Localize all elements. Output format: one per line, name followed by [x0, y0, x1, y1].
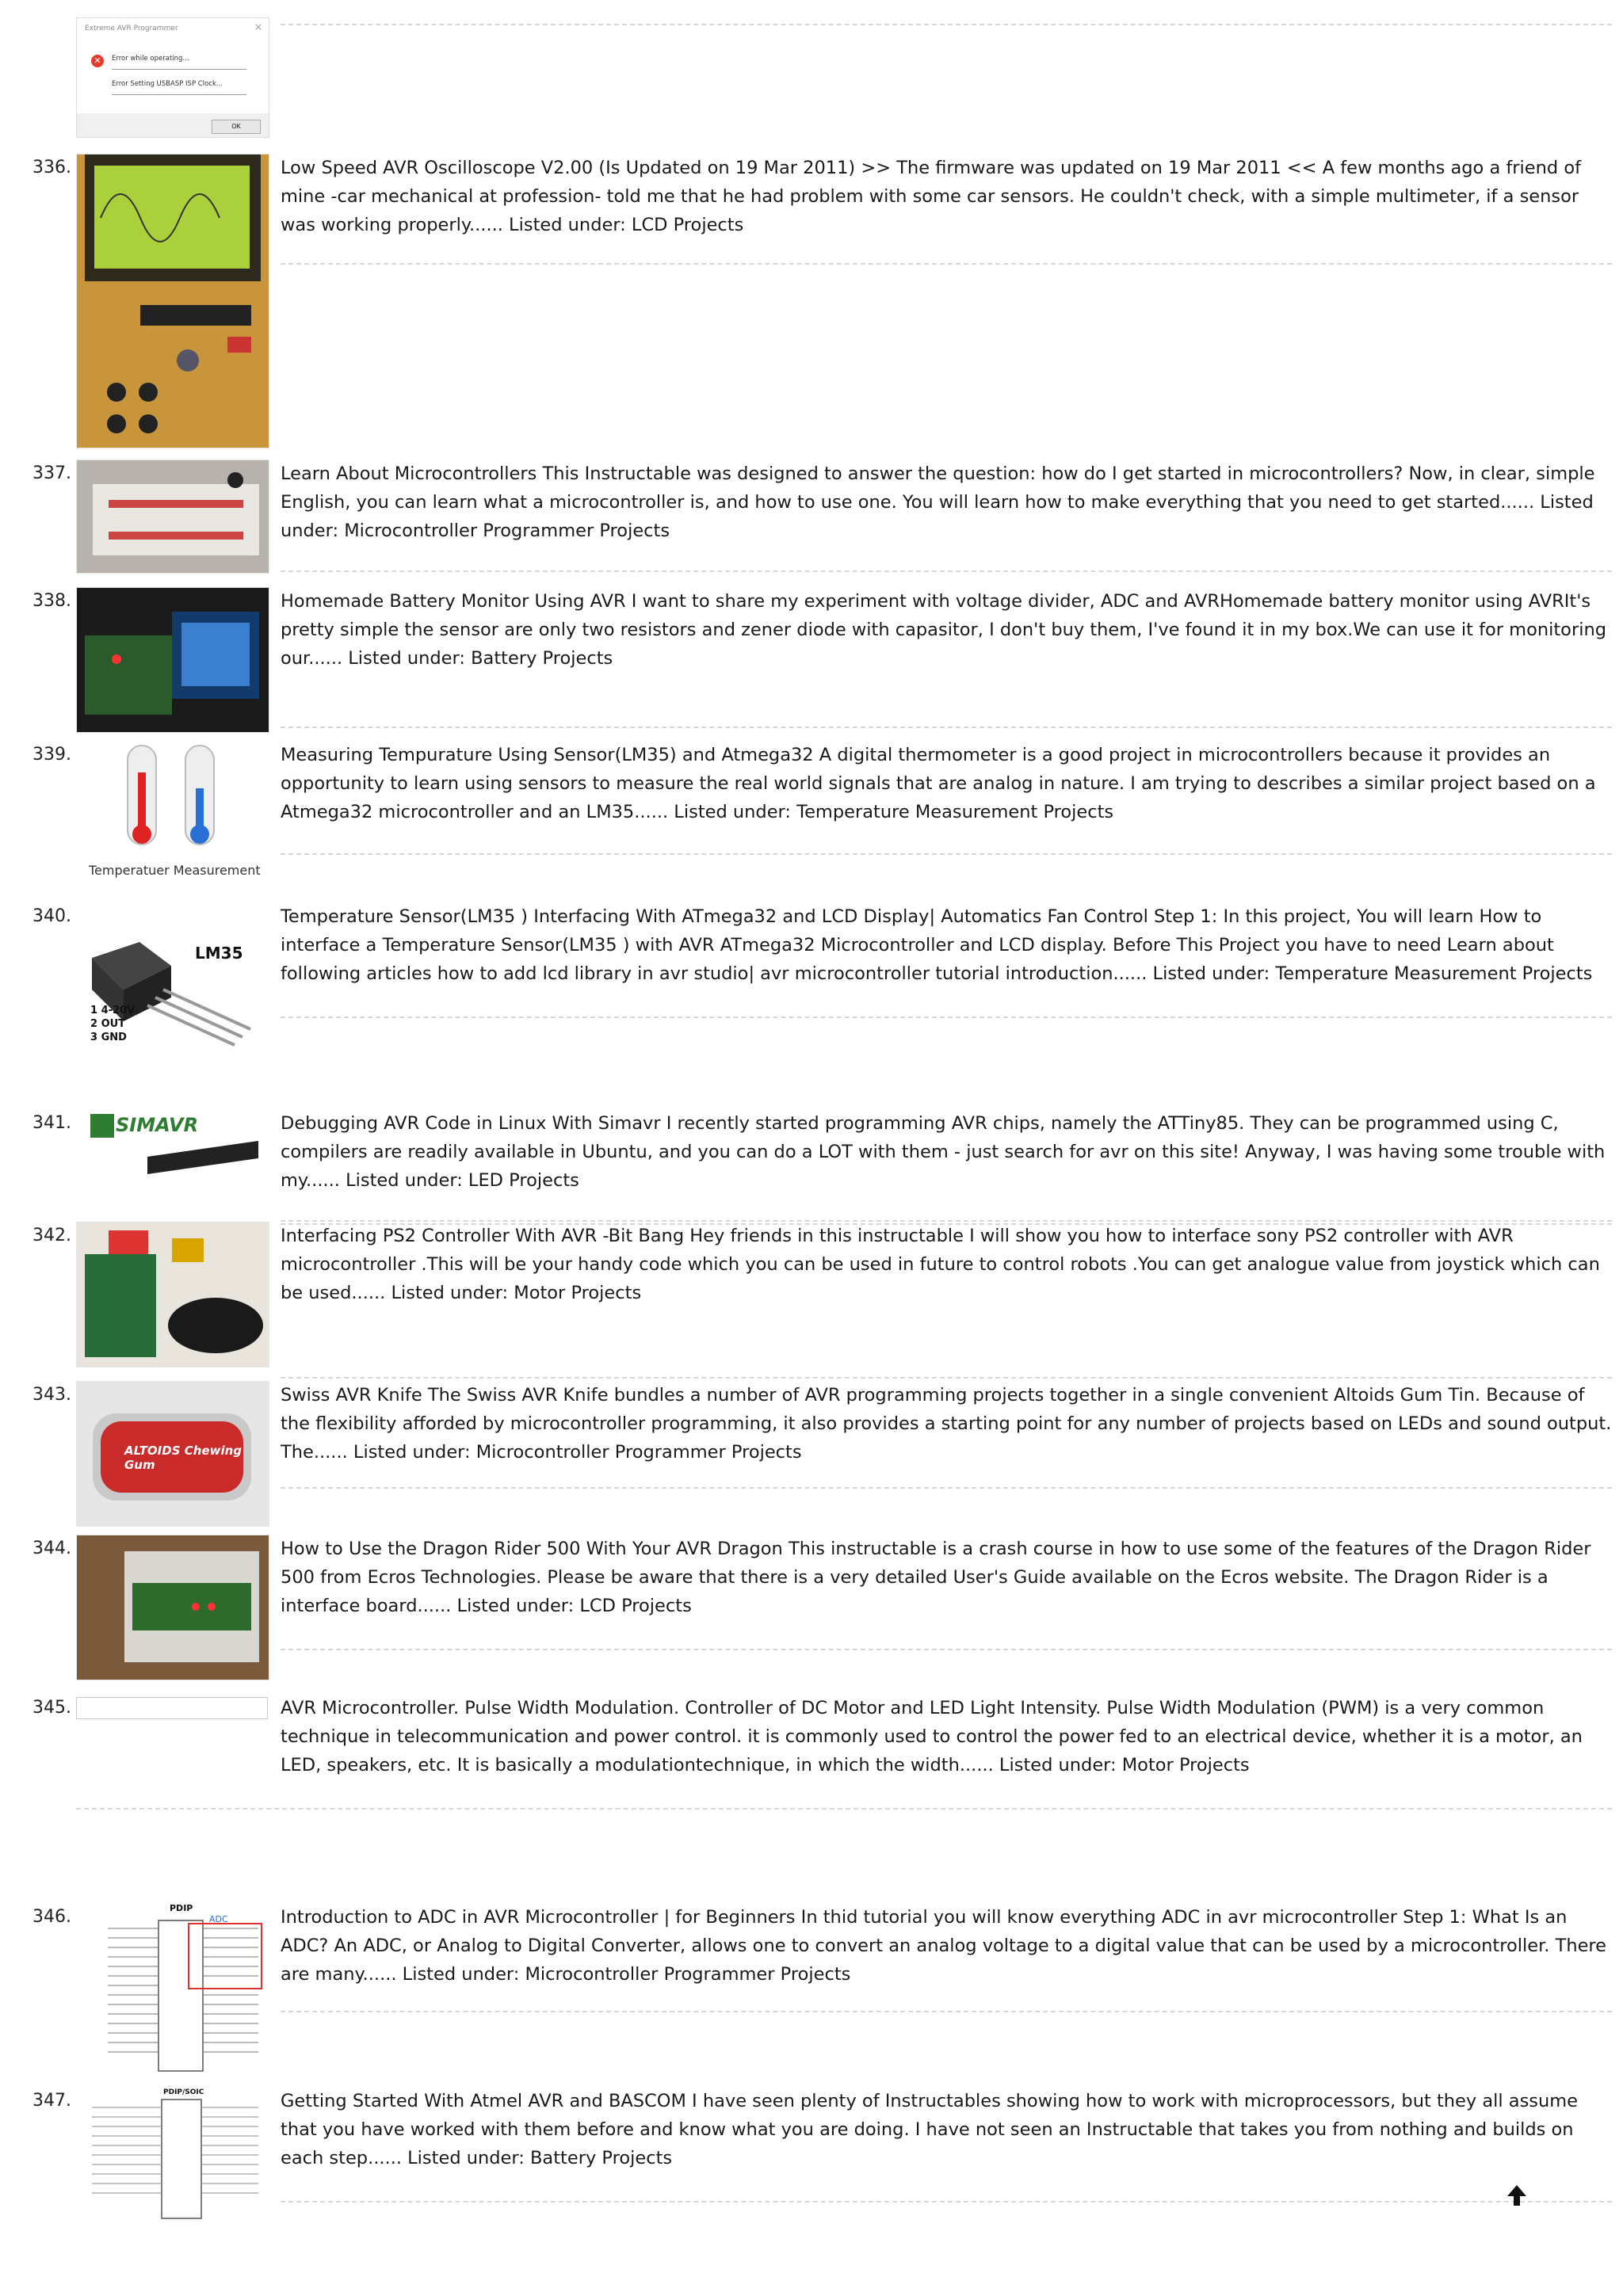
item-description[interactable]: Interfacing PS2 Controller With AVR -Bit Bang Hey friends in this instructable I will show you how to interface sony PS2 controller with AVR microcontroller .This will be your handy code which you can be used in future to control robots .You can get analogue value from joystick which can be used...... Listed under: Motor Projects [281, 1226, 1600, 1303]
adc-label: ADC [209, 1914, 228, 1924]
item-thumbnail[interactable] [76, 926, 268, 1061]
package-label: PDIP/SOIC [163, 2088, 204, 2096]
item-thumbnail[interactable] [76, 2087, 268, 2222]
item-description[interactable]: Introduction to ADC in AVR Microcontroller | for Beginners In thid tutorial you will know everything ADC in avr microcontroller Step 1: What Is an ADC? An ADC, or Analog to Digital Converter, allows one to convert an analog voltage to a digital value that can be used by a microcontroller. There are many...... Listed under: Microcontroller Programmer Projects [281, 1907, 1607, 1985]
item-number: 336. [32, 158, 71, 177]
item-number: 338. [32, 591, 71, 611]
item-number: 340. [32, 906, 71, 926]
item-description[interactable]: Low Speed AVR Oscilloscope V2.00 (Is Updated on 19 Mar 2011) >> The firmware was updated on 19 Mar 2011 << A few months ago a friend of mine -car mechanical at profession- told me that he had problem with some car sensors. He couldn't check, with a simple multimeter, if a sensor was working properly...... Listed under: LCD Projects [281, 158, 1582, 235]
item-description[interactable]: Homemade Battery Monitor Using AVR I want to share my experiment with voltage divider, ADC and AVRHomemade battery monitor using AVRIt's pretty simple the sensor are only two resistors and zener diode with capasitor, I don't buy them, I've found it in my box.We can use it for monitoring our...... Listed under: Battery Projects [281, 591, 1606, 669]
item-thumbnail[interactable] [76, 741, 268, 883]
item-number: 347. [32, 2091, 71, 2111]
item-number: 337. [32, 463, 71, 483]
item-description[interactable]: Measuring Tempurature Using Sensor(LM35) and Atmega32 A digital thermometer is a good project in microcontrollers because it provides an opportunity to learn using sensors to measure the real world signals that are analog in nature. I am trying to describes a similar project based on a Atmega32 microcontroller and an LM35...... Listed under: Temperature Measurement Projects [281, 745, 1596, 822]
dialog-error-detail: Error Setting USBASP ISP Clock... [112, 80, 223, 88]
dialog-close-icon: × [254, 21, 262, 32]
item-number: 346. [32, 1907, 71, 1927]
chip-label: LM35 [195, 944, 243, 963]
package-label: PDIP [170, 1903, 193, 1913]
item-number: 345. [32, 1698, 71, 1718]
pin-legend: 1 4-20V 2 OUT 3 GND [90, 1005, 136, 1043]
thumbnail-caption: Temperatuer Measurement [89, 863, 261, 878]
item-number: 341. [32, 1113, 71, 1133]
item-thumbnail[interactable] [76, 1109, 268, 1180]
arrow-up-icon [1506, 2183, 1528, 2207]
item-description[interactable]: Learn About Microcontrollers This Instructable was designed to answer the question: how do I get started in microcontrollers? Now, in clear, simple English, you can learn what a microcontroller is, and how to use one. You will learn how to make everything that you need to get started...... Listed under: Microcontroller Programmer Projects [281, 463, 1595, 541]
error-icon: ✕ [91, 55, 104, 67]
item-thumbnail[interactable] [76, 587, 269, 733]
dialog-screenshot [76, 17, 269, 138]
item-description[interactable]: Getting Started With Atmel AVR and BASCOM I have seen plenty of Instructables showing how to work with microprocessors, but they all assume that you have worked with them before and know what you are doing. I have not seen an Instructable that takes you from nothing and builds on each step...... Listed under: Battery Projects [281, 2091, 1579, 2168]
item-description[interactable]: AVR Microcontroller. Pulse Width Modulation. Controller of DC Motor and LED Light Intensity. Pulse Width Modulation (PWM) is a very common technique in telecommunication and power control. it is commonly used to control the power fed to an electrical device, whether it is a motor, an LED, speakers, etc. It is basically a modulationtechnique, in which the width...... Listed under: Motor Projects [281, 1698, 1583, 1775]
item-thumbnail[interactable] [76, 154, 269, 448]
tin-label: ALTOIDS Chewing Gum [124, 1444, 242, 1472]
back-to-top-button[interactable] [1506, 2183, 1528, 2207]
dialog-title: Extreme AVR Programmer [85, 25, 178, 32]
item-number: 339. [32, 745, 71, 765]
item-thumbnail[interactable] [76, 1381, 269, 1527]
broken-image-icon[interactable] [76, 1697, 268, 1719]
item-description[interactable]: Swiss AVR Knife The Swiss AVR Knife bundles a number of AVR programming projects together in a single convenient Altoids Gum Tin. Because of the flexibility afforded by microcontroller programming, it also provides a starting point for any number of projects based on LEDs and sound output. The...... Listed under: Microcontroller Programmer Projects [281, 1385, 1612, 1463]
simavr-logo: SIMAVR [116, 1114, 199, 1136]
item-thumbnail[interactable] [76, 1222, 269, 1367]
item-number: 342. [32, 1226, 71, 1245]
item-description[interactable]: Temperature Sensor(LM35 ) Interfacing With ATmega32 and LCD Display| Automatics Fan Control Step 1: In this project, You will learn How to interface a Temperature Sensor(LM35 ) with AVR ATmega32 Microcontroller and LCD display. Before This Project you have to need Learn about following articles how to add lcd library in avr studio| avr microcontroller tutorial introduction...... Listed under: Temperature Measurement Projects [281, 906, 1593, 984]
item-number: 343. [32, 1385, 71, 1405]
item-thumbnail[interactable] [76, 460, 269, 574]
item-thumbnail[interactable] [76, 1535, 269, 1680]
item-description[interactable]: How to Use the Dragon Rider 500 With Your AVR Dragon This instructable is a crash course in how to use some of the features of the Dragon Rider 500 from Ecros Technologies. Please be aware that there is a very detailed User's Guide available on the Ecros website. The Dragon Rider is a interface board...... Listed under: LCD Projects [281, 1539, 1591, 1616]
dialog-error-heading: Error while operating... [112, 55, 189, 63]
dialog-ok-button: OK [212, 120, 261, 134]
item-thumbnail[interactable] [76, 1903, 268, 2077]
item-description[interactable]: Debugging AVR Code in Linux With Simavr I recently started programming AVR chips, namely the ATTiny85. They can be programmed using C, compilers are readily available in Ubuntu, and you can do a LOT with them - just search for avr on this site! Anyway, I was having some trouble with my...... Listed under: LED Projects [281, 1113, 1606, 1191]
item-number: 344. [32, 1539, 71, 1558]
